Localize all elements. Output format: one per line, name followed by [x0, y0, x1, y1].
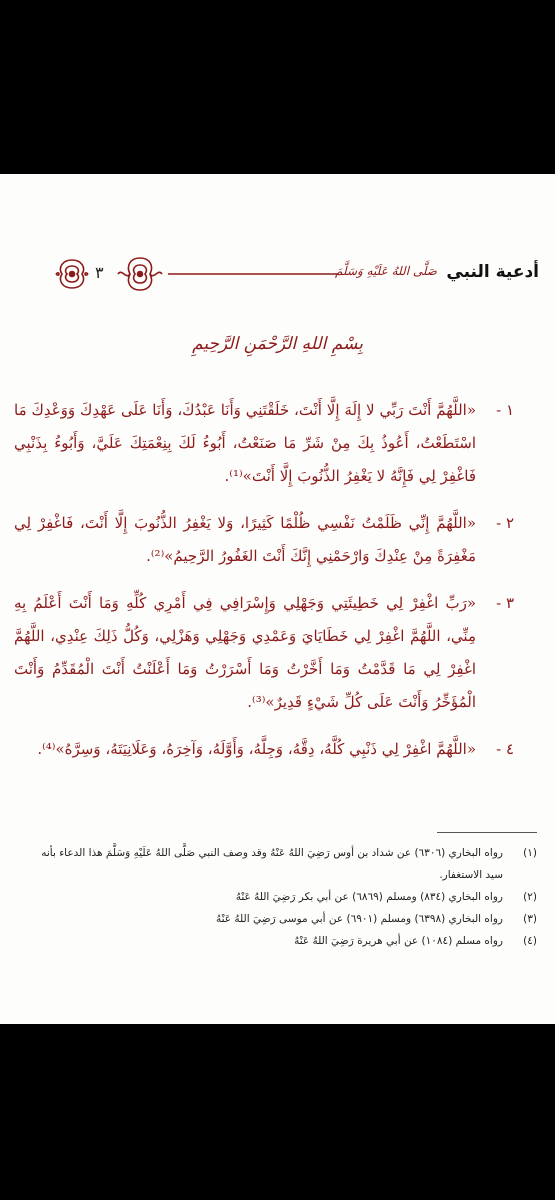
footnote-number: (٢) — [523, 891, 537, 903]
honorific: صَلَّى اللهُ عَلَيْهِ وَسَلَّمَ — [335, 264, 437, 278]
page-header — [0, 254, 555, 304]
dua-text: «اللَّهُمَّ أَنْتَ رَبِّي لا إِلَهَ إِلَّا أَنْتَ، خَلَقْتَنِي وَأَنَا عَبْدُكَ، وَأَنَا عَلَى عَهْدِكَ وَوَعْدِكَ مَا اسْتَطَعْتُ، أَعُوذُ بِكَ مِنْ شَرِّ مَا صَنَعْتُ، أَبُوءُ لَكَ بِنِعْمَتِكَ عَلَيَّ، وَأَبُوءُ بِذَنْبِي فَاغْفِرْ لِي فَإِنَّهُ لا يَغْفِرُ الذُّنُوبَ إِلَّا أَنْتَ»⁽¹⁾. — [14, 401, 476, 485]
page-number: ٣ — [95, 263, 104, 282]
footnote-text: رواه البخاري (٦٣٩٨) ومسلم (٦٩٠١) عن أبي موسى رَضِيَ اللهُ عَنْهُ — [215, 913, 503, 925]
footnote-number: (٤) — [523, 935, 537, 947]
dua-text: «رَبِّ اغْفِرْ لِي خَطِيئَتِي وَجَهْلِي وَإِسْرَافِي فِي أَمْرِي كُلِّهِ وَمَا أَنْتَ أَعْلَمُ بِهِ مِنِّي، اللَّهُمَّ اغْفِرْ لِي خَطَايَايَ وَعَمْدِي وَجَهْلِي وَهَزْلِي، وَكُلُّ ذَلِكَ عِنْدِي، اللَّهُمَّ اغْفِرْ لِي مَا قَدَّمْتُ وَمَا أَخَّرْتُ وَمَا أَسْرَرْتُ وَمَا أَعْلَنْتُ أَنْتَ الْمُقَدِّمُ وَأَنْتَ الْمُؤَخِّرُ وَأَنْتَ عَلَى كُلِّ شَيْءٍ قَدِيرٌ»⁽³⁾. — [14, 594, 476, 711]
book-title: أدعية النبي — [446, 262, 539, 282]
dua-text: «اللَّهُمَّ اغْفِرْ لِي ذَنْبِي كُلَّهُ، دِقَّهُ، وَجِلَّهُ، وَأَوَّلَهُ، وَآخِرَهُ، وَعَلَانِيَتَهُ، وَسِرَّهُ»⁽⁴⁾. — [37, 740, 476, 758]
dua-entry — [14, 733, 514, 766]
center-ornament-icon — [112, 254, 168, 294]
dua-number: ٣ - — [496, 594, 514, 612]
dua-number: ١ - — [496, 401, 514, 419]
footnote-number: (١) — [523, 847, 537, 859]
footnote — [37, 842, 537, 886]
dua-list — [14, 394, 514, 780]
footnote-text: رواه البخاري (٦٣٠٦) عن شداد بن أوس رَضِيَ اللهُ عَنْهُ وقد وصف النبي صَلَّى اللهُ عَلَيْهِ وَسَلَّمَ هذا الدعاء بأنه سيد الاستغفار. — [41, 847, 503, 881]
footnotes — [37, 842, 537, 952]
footnote — [37, 908, 537, 930]
book-page — [0, 174, 555, 1024]
left-ornament-icon — [52, 254, 92, 294]
footnote-text: رواه البخاري (٨٣٤) ومسلم (٦٨٦٩) عن أبي بكر رَضِيَ اللهُ عَنْهُ — [235, 891, 503, 903]
footnote — [37, 930, 537, 952]
dua-entry — [14, 587, 514, 719]
footnote-number: (٣) — [523, 913, 537, 925]
dua-entry — [14, 507, 514, 573]
dua-number: ٤ - — [496, 740, 514, 758]
dua-entry — [14, 394, 514, 493]
footnote — [37, 886, 537, 908]
footnote-divider — [437, 832, 537, 833]
dua-number: ٢ - — [496, 514, 514, 532]
footnote-text: رواه مسلم (١٠٨٤) عن أبي هريرة رَضِيَ اللهُ عَنْهُ — [294, 935, 503, 947]
dua-text: «اللَّهُمَّ إِنِّي ظَلَمْتُ نَفْسِي ظُلْمًا كَثِيرًا، وَلا يَغْفِرُ الذُّنُوبَ إِلَّا أَنْتَ، فَاغْفِرْ لِي مَغْفِرَةً مِنْ عِنْدِكَ وَارْحَمْنِي إِنَّكَ أَنْتَ الغَفُورُ الرَّحِيمُ»⁽²⁾. — [14, 514, 476, 565]
header-line — [168, 272, 338, 276]
basmala: بِسْمِ اللهِ الرَّحْمَنِ الرَّحِيمِ — [192, 334, 363, 354]
